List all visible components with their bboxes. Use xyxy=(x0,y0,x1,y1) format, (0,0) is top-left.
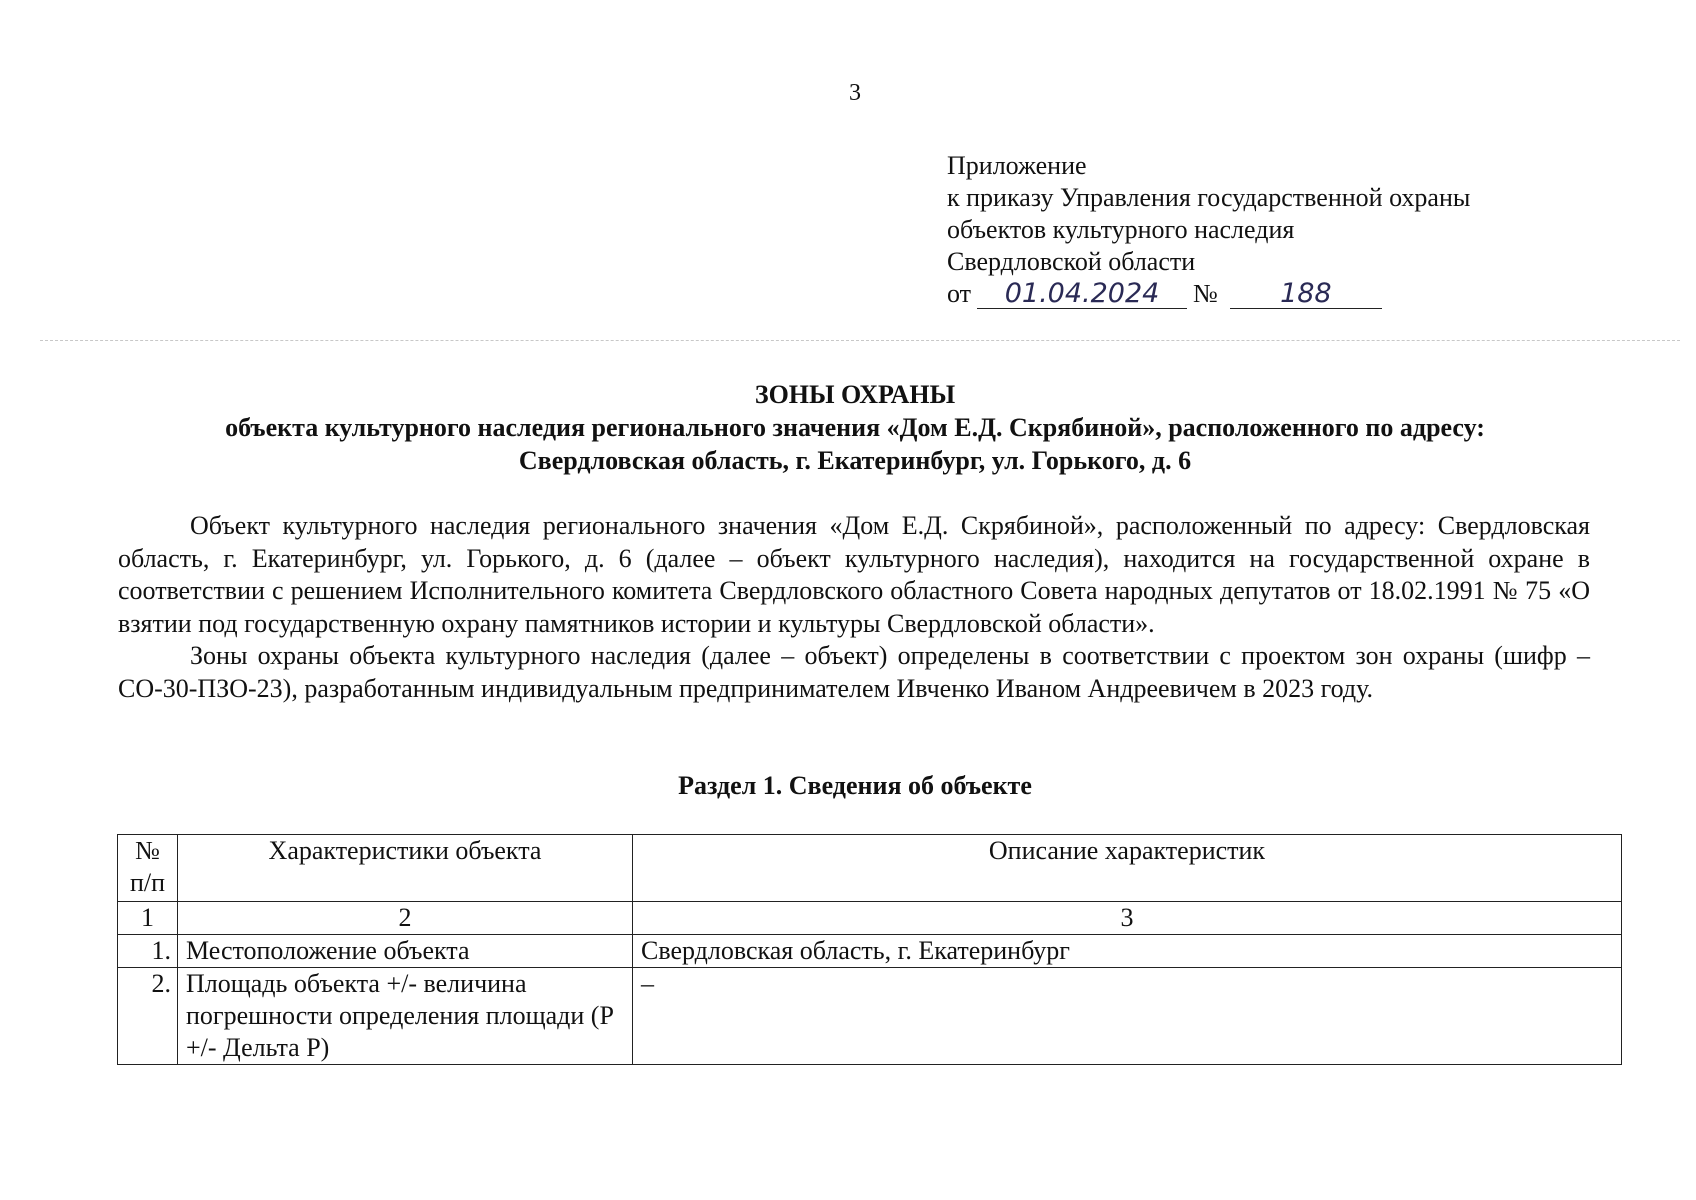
scan-artifact-line xyxy=(40,340,1680,341)
row-number-cell: 2. xyxy=(118,968,178,1065)
section-heading: Раздел 1. Сведения об объекте xyxy=(678,771,1032,800)
document-title xyxy=(110,378,1600,477)
handwritten-order-number: 188 xyxy=(1230,280,1382,309)
appendix-line-3: объектов культурного наследия xyxy=(947,215,1295,244)
date-prefix: от xyxy=(947,279,972,308)
intro-paragraph-1: Объект культурного наследия регионального значения «Дом Е.Д. Скрябиной», расположенный по адресу: Свердловская область, г. Екатеринбург, ул. Горького, д. 6 (далее – объект культурного наследия), находится на государственной охране в соответствии с решением Исполнительного комитета Свердловского областного Совета народных депутатов от 18.02.1991 № 75 «О взятии под государственную охрану памятников истории и культуры Свердловской области». xyxy=(118,511,1590,638)
description-cell: – xyxy=(633,968,1622,1065)
object-info-table xyxy=(117,834,1622,1065)
title-line-3: Свердловская область, г. Екатеринбург, ул. Горького, д. 6 xyxy=(518,446,1192,475)
appendix-block xyxy=(947,150,1470,310)
characteristic-cell: Местоположение объекта xyxy=(178,935,633,968)
order-reference-line xyxy=(947,278,1470,310)
column-number-cell: 2 xyxy=(178,902,633,935)
column-number-row xyxy=(118,902,1622,935)
table-row xyxy=(118,935,1622,968)
title-line-1: ЗОНЫ ОХРАНЫ xyxy=(754,380,956,409)
column-number-cell: 1 xyxy=(118,902,178,935)
appendix-line-1: Приложение xyxy=(947,151,1087,180)
header-cell-characteristic: Характеристики объекта xyxy=(178,835,633,902)
number-prefix: № xyxy=(1193,279,1218,308)
handwritten-date: 01.04.2024 xyxy=(977,280,1187,309)
row-number-cell: 1. xyxy=(118,935,178,968)
intro-paragraph-2: Зоны охраны объекта культурного наследия (далее – объект) определены в соответствии с проектом зон охраны (шифр – СО-30-ПЗО-23), разработанным индивидуальным предпринимателем Ивченко Иваном Андреевичем в 2023 году. xyxy=(118,641,1590,703)
appendix-line-2: к приказу Управления государственной охраны xyxy=(947,183,1471,212)
table-header-row xyxy=(118,835,1622,902)
title-line-2: объекта культурного наследия регионального значения «Дом Е.Д. Скрябиной», расположенного по адресу: xyxy=(225,413,1485,442)
column-number-cell: 3 xyxy=(633,902,1622,935)
appendix-line-4: Свердловской области xyxy=(947,247,1196,276)
description-cell: Свердловская область, г. Екатеринбург xyxy=(633,935,1622,968)
page-number: 3 xyxy=(849,80,861,106)
header-cell-description: Описание характеристик xyxy=(633,835,1622,902)
intro-text xyxy=(118,510,1590,705)
characteristic-cell: Площадь объекта +/- величина погрешности определения площади (Р +/- Дельта Р) xyxy=(178,968,633,1065)
table-row xyxy=(118,968,1622,1065)
header-cell-number: № п/п xyxy=(118,835,178,902)
